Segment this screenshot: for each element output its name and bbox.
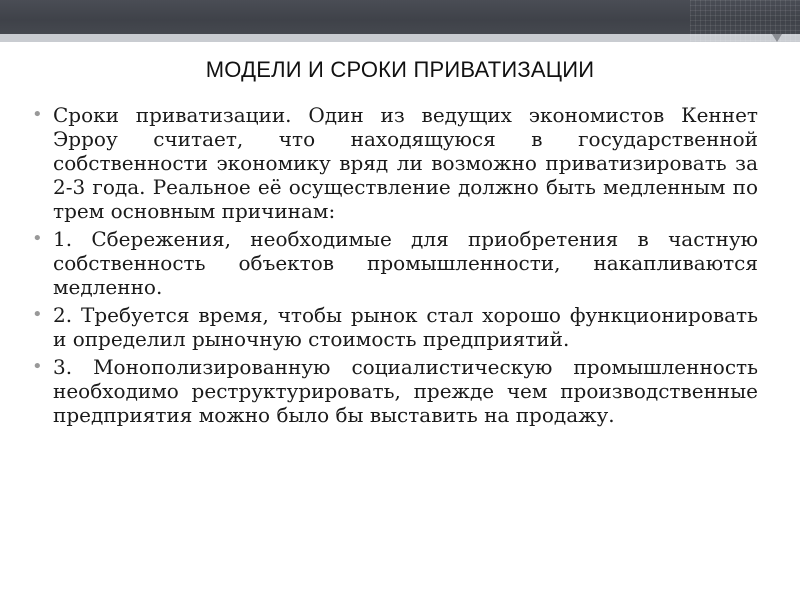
bullet-list — [32, 103, 758, 431]
bullet-item — [32, 303, 758, 351]
header-band-pattern — [690, 0, 800, 42]
bullet-text: 3. Монополизированную социалистическую промышленность необходимо реструктурировать, прежде чем производственные предприятия можно было бы выставить на продажу. — [53, 355, 758, 427]
bullet-text: 1. Сбережения, необходимые для приобретения в частную собственность объектов промышленности, накапливаются медленно. — [53, 227, 758, 299]
slide-title: МОДЕЛИ И СРОКИ ПРИВАТИЗАЦИИ — [205, 57, 595, 82]
bullet-text: Сроки приватизации. Один из ведущих экономистов Кеннет Эрроу считает, что находящуюся в государственной собственности экономику вряд ли возможно приватизировать за 2-3 года. Реальное её осуществление должно быть медленным по трем основным причинам: — [53, 103, 758, 223]
bullet-icon: • — [32, 104, 43, 125]
bullet-item — [32, 355, 758, 427]
bullet-icon: • — [32, 228, 43, 249]
bullet-item — [32, 227, 758, 299]
bullet-item — [32, 103, 758, 223]
header-band — [0, 0, 800, 34]
bullet-icon: • — [32, 356, 43, 377]
bullet-text: 2. Требуется время, чтобы рынок стал хорошо функционировать и определил рыночную стоимость предприятий. — [53, 303, 758, 351]
bullet-icon: • — [32, 304, 43, 325]
band-arrow-icon — [772, 34, 782, 42]
header-band-accent — [0, 34, 800, 42]
